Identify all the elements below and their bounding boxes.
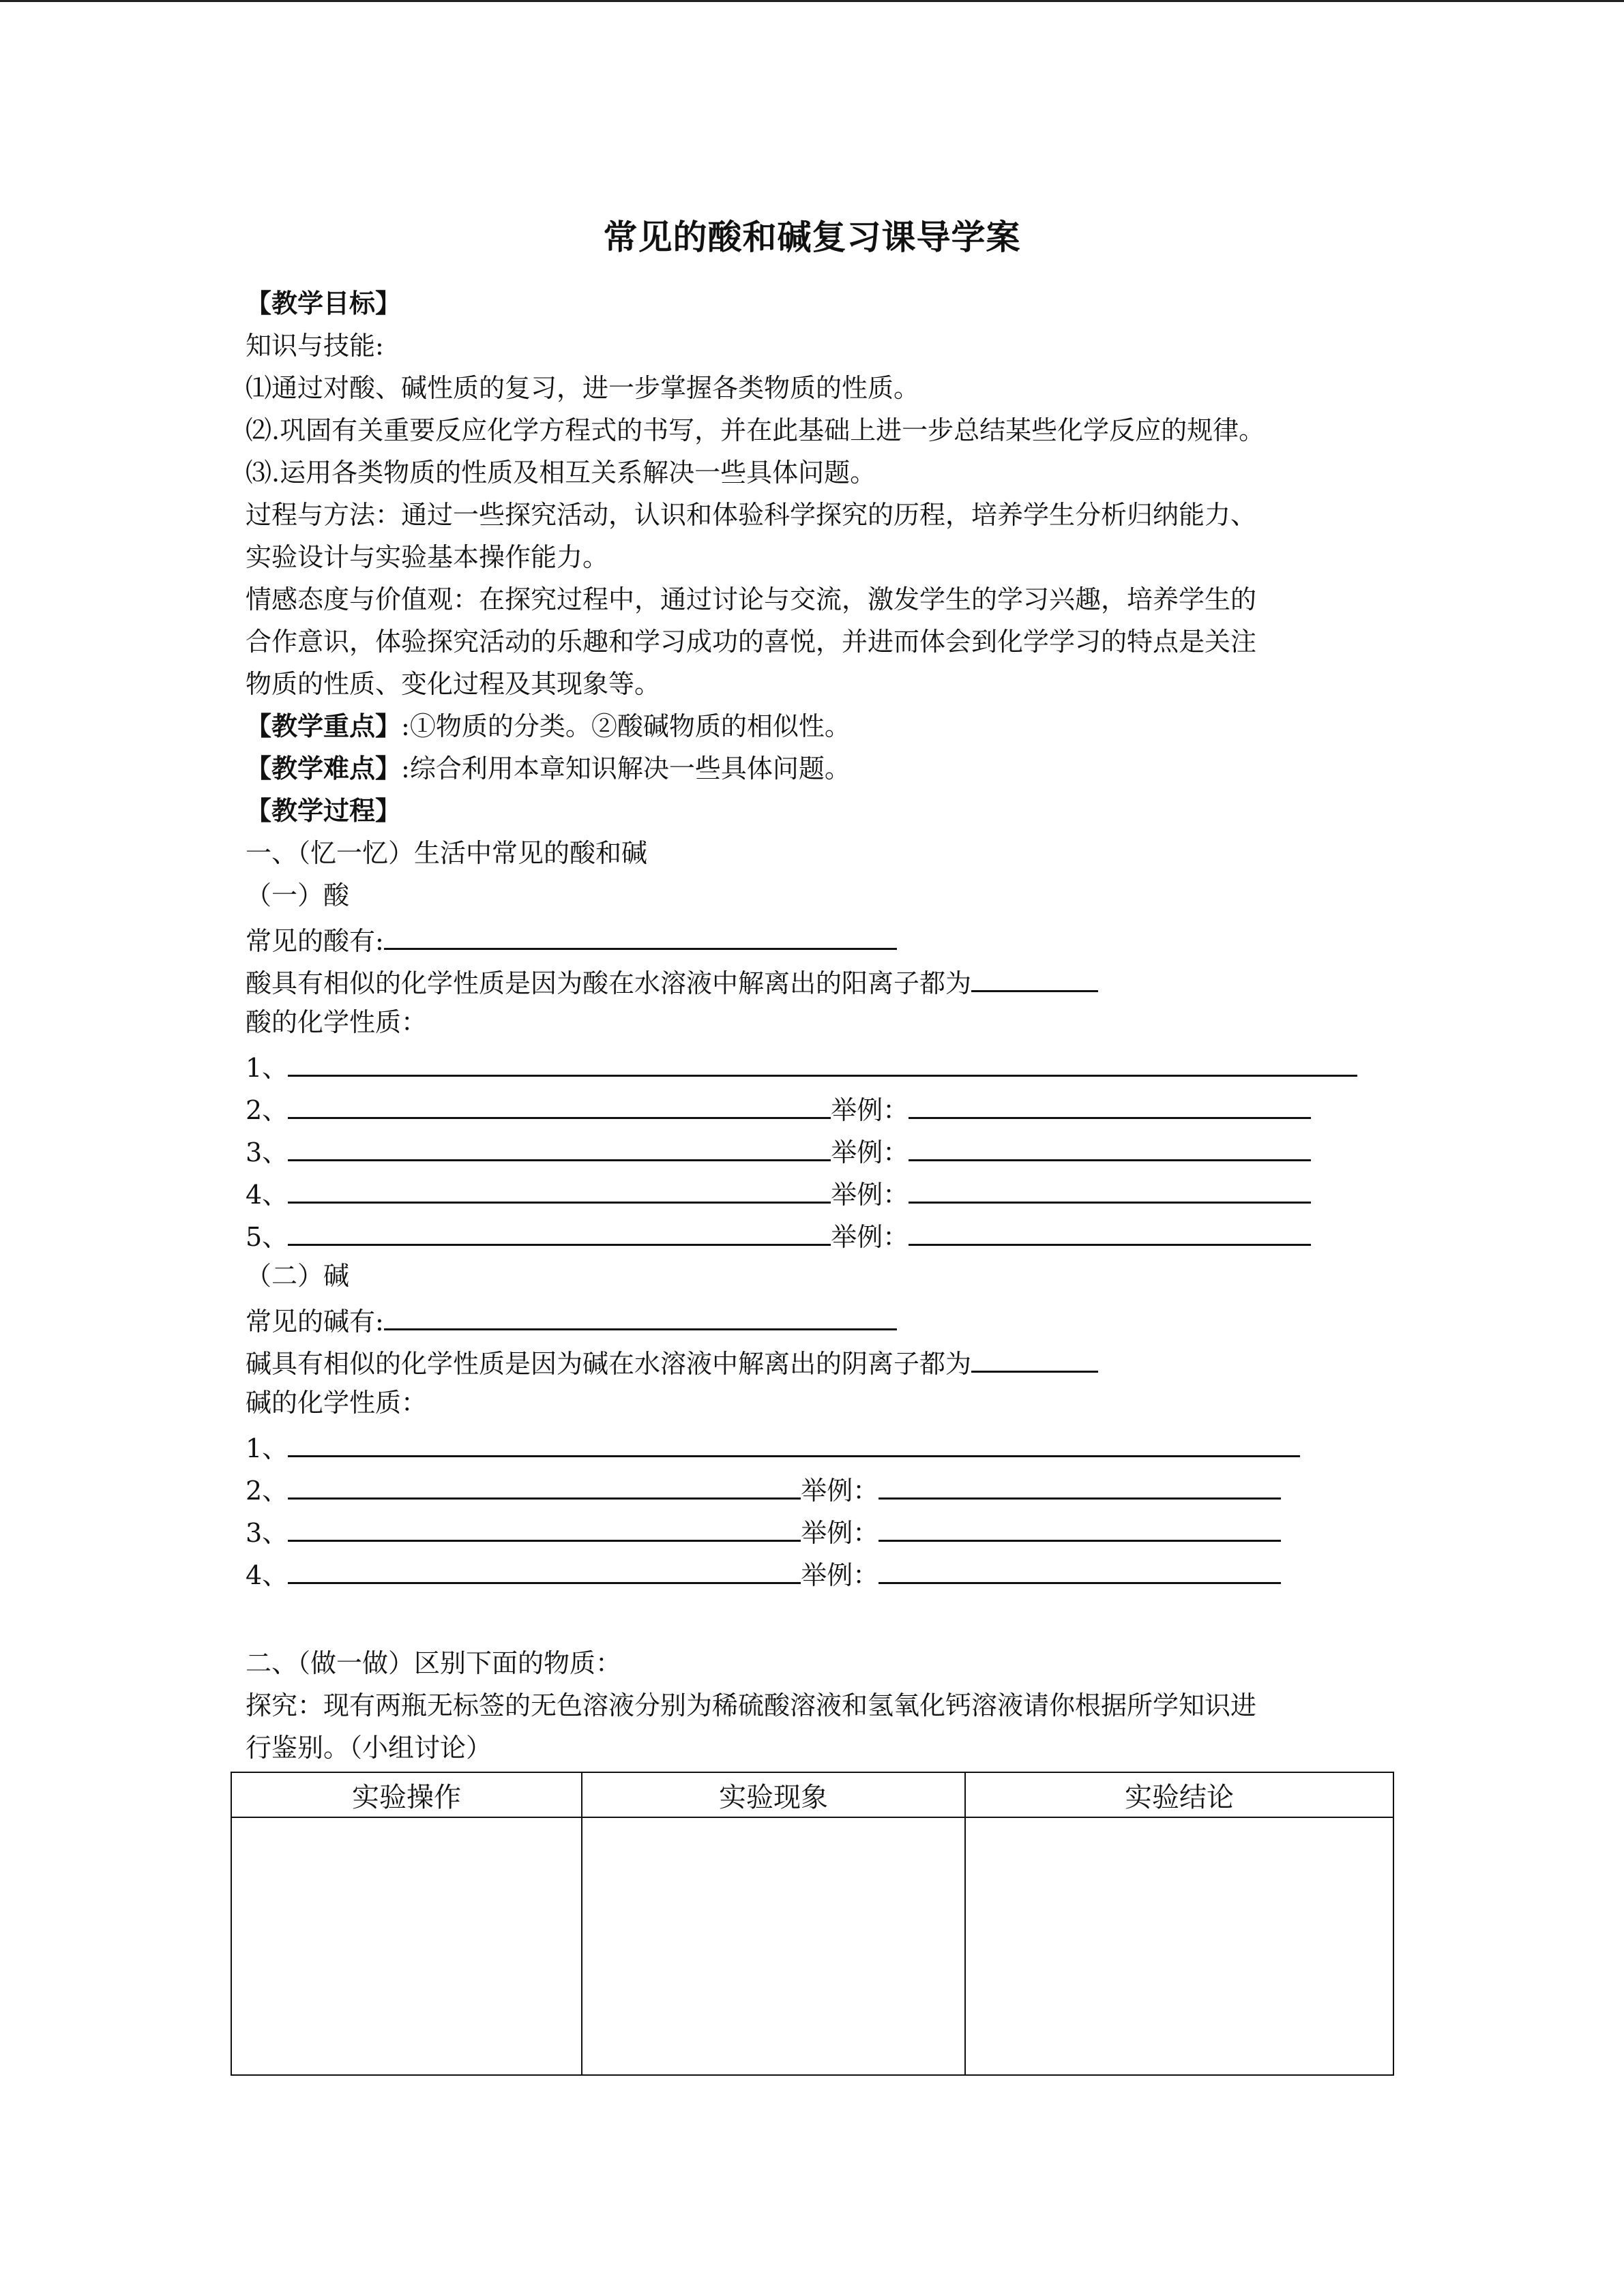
difficult-points-text: :综合利用本章知识解决一些具体问题。 bbox=[401, 754, 851, 784]
table-header-operation: 实验操作 bbox=[231, 1772, 582, 1817]
base-example-label: 举例： bbox=[801, 1560, 879, 1590]
base-similar-row bbox=[246, 1343, 1098, 1381]
acid-prop-row bbox=[246, 1174, 1311, 1212]
acid-common-blank[interactable] bbox=[384, 921, 897, 950]
acid-common-row bbox=[246, 921, 897, 958]
acid-cation-blank[interactable] bbox=[971, 963, 1098, 992]
process-method-text: 过程与方法：通过一些探究活动，认识和体验科学探究的历程，培养学生分析归纳能力、 bbox=[246, 500, 1257, 530]
acid-example-blank[interactable] bbox=[909, 1217, 1311, 1246]
knowledge-label: 知识与技能: bbox=[246, 331, 384, 361]
acid-prop-blank[interactable] bbox=[288, 1090, 831, 1119]
objectives-heading: 【教学目标】 bbox=[246, 288, 402, 318]
table-header-conclusion: 实验结论 bbox=[965, 1772, 1393, 1817]
key-points-label: 【教学重点】 bbox=[246, 711, 402, 741]
acid-prop-blank[interactable] bbox=[288, 1217, 831, 1246]
base-prop-row bbox=[246, 1470, 1281, 1508]
acid-prop-number: 4、 bbox=[246, 1180, 289, 1210]
acid-prop-number: 5、 bbox=[246, 1222, 289, 1252]
difficult-points bbox=[246, 751, 851, 786]
acid-prop-blank[interactable] bbox=[288, 1132, 831, 1161]
difficult-points-label: 【教学难点】 bbox=[246, 754, 402, 784]
explore-text: 探究：现有两瓶无标签的无色溶液分别为稀硫酸溶液和氢氧化钙溶液请你根据所学知识进 bbox=[246, 1690, 1257, 1720]
page-title: 常见的酸和碱复习课导学案 bbox=[603, 218, 1021, 257]
acid-example-label: 举例： bbox=[831, 1137, 909, 1167]
acid-example-blank[interactable] bbox=[909, 1090, 1311, 1119]
emotion-value-text: 合作意识，体验探究活动的乐趣和学习成功的喜悦，并进而体会到化学学习的特点是关注 bbox=[246, 627, 1257, 657]
base-prop-row bbox=[246, 1512, 1281, 1550]
base-subheading: （二）碱 bbox=[246, 1261, 350, 1291]
acid-example-label: 举例： bbox=[831, 1180, 909, 1210]
table-header-phenomenon: 实验现象 bbox=[582, 1772, 965, 1817]
base-prop-number: 2、 bbox=[246, 1476, 289, 1506]
explore-text: 行鉴别。（小组讨论） bbox=[246, 1733, 492, 1763]
base-anion-blank[interactable] bbox=[971, 1343, 1098, 1373]
objective-item: ⑶.运用各类物质的性质及相互关系解决一些具体问题。 bbox=[246, 458, 876, 488]
acid-similar-text: 酸具有相似的化学性质是因为酸在水溶液中解离出的阳离子都为 bbox=[246, 968, 972, 998]
base-prop-number: 1、 bbox=[246, 1433, 289, 1463]
base-prop-number: 3、 bbox=[246, 1518, 289, 1548]
acid-example-blank[interactable] bbox=[909, 1132, 1311, 1161]
base-example-label: 举例： bbox=[801, 1476, 879, 1506]
objective-item: ⑴通过对酸、碱性质的复习，进一步掌握各类物质的性质。 bbox=[246, 373, 920, 403]
emotion-value-text: 物质的性质、变化过程及其现象等。 bbox=[246, 669, 661, 699]
acid-prop-row bbox=[246, 1217, 1311, 1254]
acid-example-label: 举例： bbox=[831, 1095, 909, 1125]
base-similar-text: 碱具有相似的化学性质是因为碱在水溶液中解离出的阴离子都为 bbox=[246, 1349, 972, 1379]
acid-prop-blank[interactable] bbox=[288, 1174, 831, 1204]
acid-example-label: 举例： bbox=[831, 1222, 909, 1252]
base-prop-blank[interactable] bbox=[288, 1428, 1300, 1457]
key-points-text: :①物质的分类。②酸碱物质的相似性。 bbox=[401, 711, 851, 741]
objective-item: ⑵.巩固有关重要反应化学方程式的书写，并在此基础上进一步总结某些化学反应的规律。 bbox=[246, 415, 1265, 445]
experiment-table bbox=[231, 1772, 1394, 2076]
base-common-row bbox=[246, 1301, 897, 1339]
base-props-label: 碱的化学性质： bbox=[246, 1388, 428, 1418]
section2-heading: 二、（做一做）区别下面的物质： bbox=[246, 1648, 622, 1678]
table-cell-phenomenon[interactable] bbox=[582, 1817, 965, 2075]
acid-common-label: 常见的酸有: bbox=[246, 926, 384, 956]
base-prop-row bbox=[246, 1555, 1281, 1592]
base-example-blank[interactable] bbox=[879, 1470, 1281, 1500]
base-common-label: 常见的碱有: bbox=[246, 1307, 384, 1337]
section1-heading: 一、（忆一忆）生活中常见的酸和碱 bbox=[246, 838, 648, 868]
acid-prop-number: 3、 bbox=[246, 1137, 289, 1167]
acid-prop-row bbox=[246, 1090, 1311, 1127]
acid-similar-row bbox=[246, 963, 1098, 1000]
acid-subheading: （一）酸 bbox=[246, 880, 350, 910]
process-heading: 【教学过程】 bbox=[246, 796, 402, 826]
acid-prop-row bbox=[246, 1132, 1311, 1169]
base-prop-blank[interactable] bbox=[288, 1470, 801, 1500]
base-common-blank[interactable] bbox=[384, 1301, 897, 1330]
base-prop-number: 4、 bbox=[246, 1560, 289, 1590]
base-example-blank[interactable] bbox=[879, 1512, 1281, 1542]
process-method-text: 实验设计与实验基本操作能力。 bbox=[246, 542, 609, 572]
acid-example-blank[interactable] bbox=[909, 1174, 1311, 1204]
base-prop-blank[interactable] bbox=[288, 1555, 801, 1584]
acid-prop-number: 2、 bbox=[246, 1095, 289, 1125]
base-example-label: 举例： bbox=[801, 1518, 879, 1548]
base-example-blank[interactable] bbox=[879, 1555, 1281, 1584]
base-prop-row bbox=[246, 1428, 1300, 1465]
key-points bbox=[246, 709, 851, 743]
acid-props-label: 酸的化学性质： bbox=[246, 1007, 428, 1037]
acid-prop-blank[interactable] bbox=[288, 1047, 1357, 1077]
emotion-value-text: 情感态度与价值观：在探究过程中，通过讨论与交流，激发学生的学习兴趣，培养学生的 bbox=[246, 584, 1257, 614]
acid-prop-row bbox=[246, 1047, 1357, 1085]
table-cell-operation[interactable] bbox=[231, 1817, 582, 2075]
base-prop-blank[interactable] bbox=[288, 1512, 801, 1542]
table-cell-conclusion[interactable] bbox=[965, 1817, 1393, 2075]
acid-prop-number: 1、 bbox=[246, 1053, 289, 1083]
